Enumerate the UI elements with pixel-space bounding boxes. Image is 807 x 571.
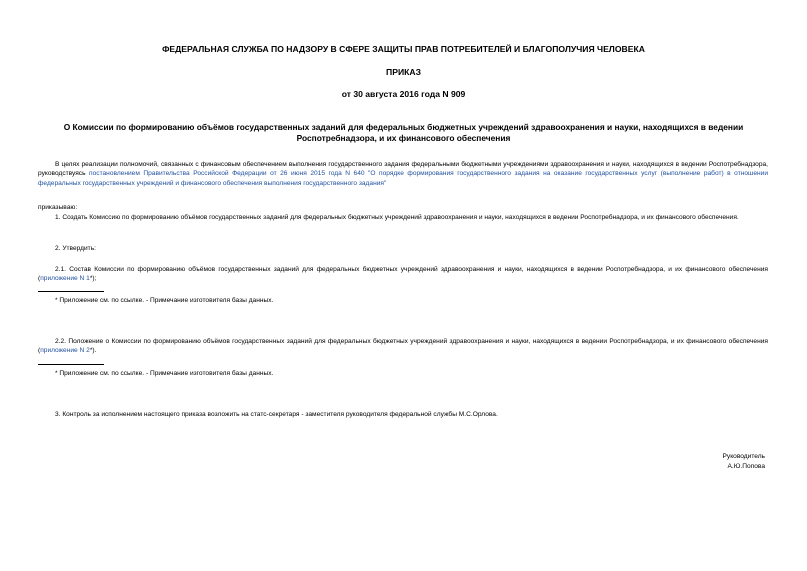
item-2-1-paragraph: [38, 265, 768, 284]
signatory-position: Руководитель: [722, 453, 765, 460]
doc-type-heading: ПРИКАЗ: [386, 67, 421, 77]
item-2-2-tail: *).: [89, 347, 97, 355]
item-1-paragraph: 1. Создать Комиссию по формированию объёмов государственных заданий для федеральных бюджетных учреждений здравоохранения и науки, находящихся в ведении Роспотребнадзора, и их финансового обеспечения.: [55, 214, 739, 221]
footnote-2: * Приложение см. по ссылке. - Примечание изготовителя базы данных.: [55, 370, 274, 377]
prikazyvayu-line: приказываю:: [38, 204, 78, 211]
government-decree-link[interactable]: постановлением Правительства Российской Федерации от 26 июня 2015 года N 640 "О порядке формирования государственного задания на оказание государственных услуг (выполнение работ) в отношении федеральных государственных учреждений и финансового обеспечения выполнения государственного задания": [38, 170, 768, 187]
appendix-1-link[interactable]: приложение N 1: [40, 275, 90, 283]
item-2-1-tail: *);: [89, 275, 97, 283]
item-2-paragraph: 2. Утвердить:: [55, 245, 96, 252]
preamble-paragraph: [38, 160, 768, 188]
footnote-1: * Приложение см. по ссылке. - Примечание изготовителя базы данных.: [55, 297, 274, 304]
document-title: О Комиссии по формированию объёмов государственных заданий для федеральных бюджетных учреждений здравоохранения и науки, находящихся в ведении Роспотребнадзора, и их финансового обеспечения: [63, 122, 744, 143]
item-2-2-text: 2.2. Положение о Комиссии по формированию объёмов государственных заданий для федеральных бюджетных учреждений здравоохранения и науки, находящихся в ведении Роспотребнадзора, и их финансового обеспечения (: [38, 338, 768, 355]
appendix-2-link[interactable]: приложение N 2: [40, 347, 90, 355]
footnote-divider-2: [38, 364, 104, 365]
signatory-name: А.Ю.Попова: [727, 463, 765, 470]
item-2-1-text: 2.1. Состав Комиссии по формированию объёмов государственных заданий для федеральных бюджетных учреждений здравоохранения и науки, находящихся в ведении Роспотребнадзора, и их финансового обеспечения (: [38, 266, 768, 283]
item-3-paragraph: 3. Контроль за исполнением настоящего приказа возложить на статс-секретаря - заместителя руководителя федеральной службы М.С.Орлова.: [55, 411, 498, 418]
item-2-2-paragraph: [38, 337, 768, 356]
preamble-text: В целях реализации полномочий, связанных с финансовым обеспечением выполнения государственного задания федеральными бюджетными учреждениями здравоохранения и науки, находящихся в ведении Роспотребнадзора, руководствуясь: [38, 161, 768, 178]
footnote-divider-1: [38, 291, 104, 292]
agency-heading: ФЕДЕРАЛЬНАЯ СЛУЖБА ПО НАДЗОРУ В СФЕРЕ ЗАЩИТЫ ПРАВ ПОТРЕБИТЕЛЕЙ И БЛАГОПОЛУЧИЯ ЧЕЛОВЕКА: [162, 44, 645, 54]
date-number-heading: от 30 августа 2016 года N 909: [341, 89, 466, 99]
